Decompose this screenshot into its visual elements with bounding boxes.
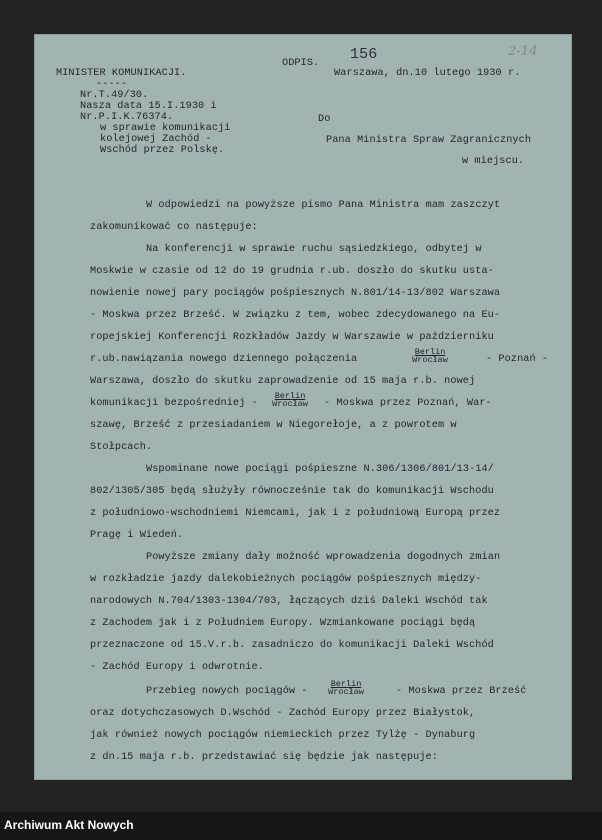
city-stack [404,348,456,364]
reference-pik: Nr.P.I.K.76374. [80,112,174,123]
body-line: w rozkładzie jazdy dalekobieżnych pociągów pośpiesznych między- [90,574,482,585]
document-page [34,34,572,780]
city-wroclaw: Wrocław [328,687,364,697]
addressee-line-1: Pana Ministra Spraw Zagranicznych [326,135,532,146]
body-line: narodowych N.704/1303-1304/703, łączących dziś Daleki Wschód tak [90,596,488,607]
body-line: szawę, Brześć z przesiadaniem w Niegorełoje, a z powrotem w [90,420,457,431]
reference-number: Nr.T.49/30. [80,90,149,101]
body-line: Pragę i Wiedeń. [90,530,184,541]
body-line: Wspominane nowe pociągi pośpieszne N.306/1306/801/13-14/ [146,464,494,475]
body-line: jak również nowych pociągów niemieckich przez Tylżę - Dynaburg [90,730,476,741]
city-berlin: Berlin [330,679,362,689]
archive-footer [0,812,602,840]
body-line: ropejskiej Konferencji Rozkładów Jazdy w Warszawie w październiku [90,332,494,343]
page-number: 156 [350,46,378,63]
subject-line-1: w sprawie komunikacji [100,123,231,134]
city-stack [320,680,372,696]
heading-dash: ----- [96,79,128,90]
body-line: 802/1305/305 będą służyły równocześnie tak do komunikacji Wschodu [90,486,494,497]
body-line: Warszawa, doszło do skutku zaprowadzenie od 15 maja r.b. nowej [90,376,476,387]
body-line: przeznaczone od 15.V.r.b. zasadniczo do komunikacji Daleki Wschód [90,640,494,651]
city-stack [264,392,316,408]
body-line: komunikacji bezpośredniej - [90,398,258,409]
body-line: oraz dotychczasowych D.Wschód - Zachód Europy przez Białystok, [90,708,476,719]
body-line: - Zachód Europy i odwrotnie. [90,662,264,673]
body-line: nowienie nowej pary pociągów pośpiesznych N.801/14-13/802 Warszawa [90,288,501,299]
body-line: Na konferencji w sprawie ruchu sąsiedzkiego, odbytej w [146,244,482,255]
body-line: Moskwie w czasie od 12 do 19 grudnia r.ub. doszło do skutku usta- [90,266,494,277]
body-line: W odpowiedzi na powyższe pismo Pana Ministra mam zaszczyt [146,200,501,211]
archive-label: Archiwum Akt Nowych [4,818,134,832]
addressee-line-2: w miejscu. [462,156,525,167]
body-line: Stołpcach. [90,442,153,453]
copy-label: ODPIS. [282,58,320,69]
place-date: Warszawa, dn.10 lutego 1930 r. [334,68,521,79]
body-line: - Moskwa przez Brześć [396,686,527,697]
our-date: Nasza data 15.I.1930 i [80,101,217,112]
body-line: z dn.15 maja r.b. przedstawiać się będzie jak następuje: [90,752,438,763]
body-line: r.ub.nawiązania nowego dziennego połączenia [90,354,358,365]
city-berlin: Berlin [274,391,306,401]
body-line: z Zachodem jak i z Południem Europy. Wzmiankowane pociągi będą [90,618,476,629]
ministry-heading: MINISTER KOMUNIKACJI. [56,68,187,79]
city-wroclaw: Wrocław [412,355,448,365]
body-line: Powyższe zmiany dały możność wprowadzenia dogodnych zmian [146,552,501,563]
subject-line-3: Wschód przez Polskę. [100,145,225,156]
body-line: zakomunikować co następuje: [90,222,258,233]
pencil-annotation: 2-14 [508,44,538,59]
body-line: z południowo-wschodniemi Niemcami, jak i z południową Europą przez [90,508,501,519]
body-line: - Poznań - [486,354,549,365]
city-wroclaw: Wrocław [272,399,308,409]
to-label: Do [318,114,331,125]
subject-line-2: kolejowej Zachód - [100,134,212,145]
body-line: - Moskwa przez Brześć. W związku z tem, wobec zdecydowanego na Eu- [90,310,501,321]
body-line: Przebieg nowych pociągów - [146,686,308,697]
body-line: - Moskwa przez Poznań, War- [324,398,492,409]
city-berlin: Berlin [414,347,446,357]
